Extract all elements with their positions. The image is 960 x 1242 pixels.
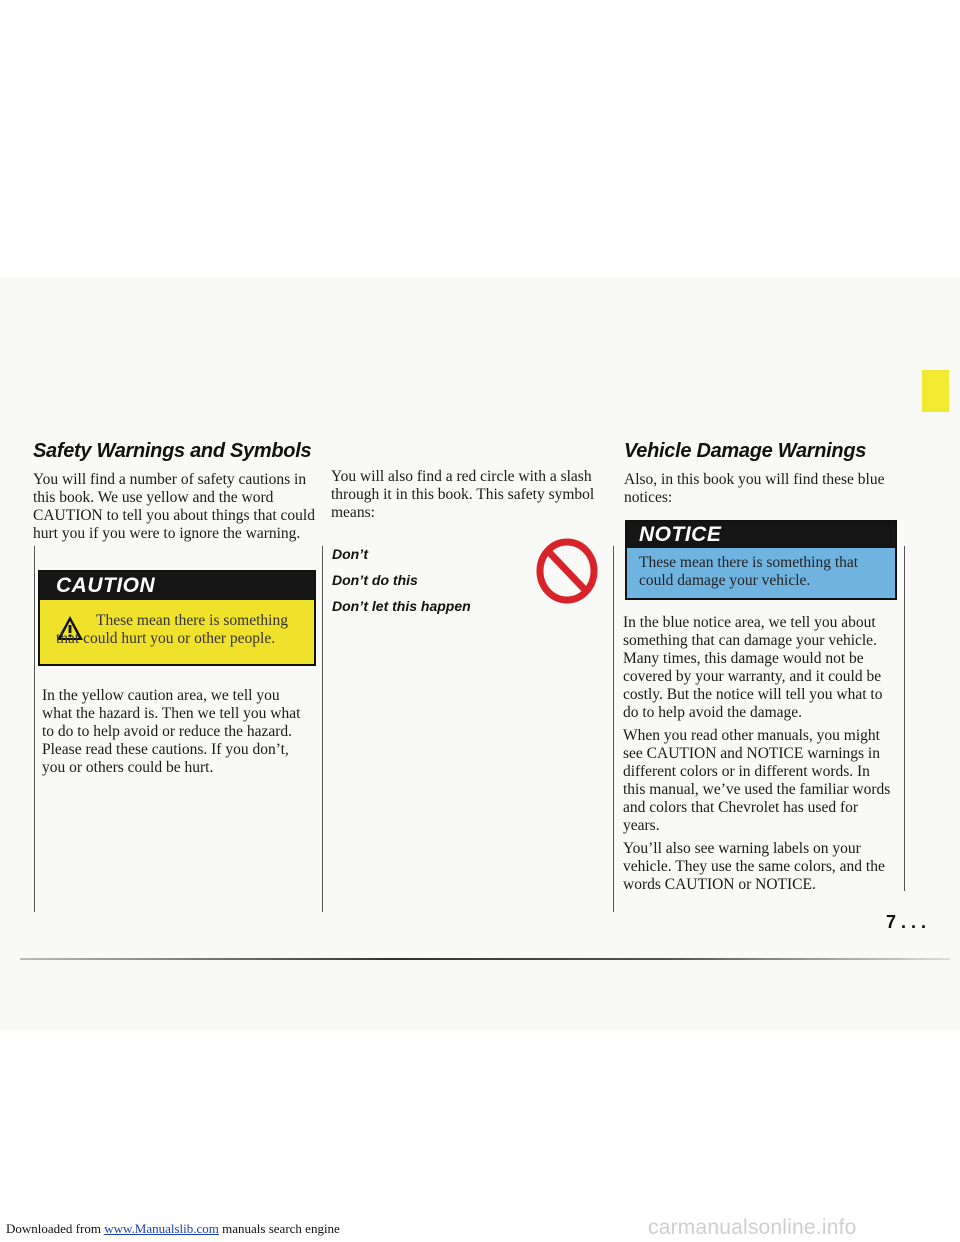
notice-paragraph-1: In the blue notice area, we tell you about something that can damage your vehicle. Many times, this damage would not be covered by your warranty, and it could be costly. But the notice will tell you what to do to help avoid the damage. xyxy=(623,614,883,721)
heading-vehicle-damage: Vehicle Damage Warnings xyxy=(624,440,867,462)
footer-prefix: Downloaded from xyxy=(6,1221,105,1236)
prohibition-circle-icon xyxy=(535,537,599,605)
right-body xyxy=(623,614,895,894)
symbol-intro: You will also find a red circle with a slash through it in this book. This safety symbol means: xyxy=(331,468,595,521)
footer-suffix: manuals search engine xyxy=(218,1221,340,1236)
left-body xyxy=(42,687,312,777)
notice-box xyxy=(625,520,897,600)
column-rule-middle xyxy=(322,546,323,912)
symbol-line-dont: Don’t xyxy=(332,546,369,562)
notice-label: NOTICE xyxy=(627,522,895,548)
heading-safety-warnings: Safety Warnings and Symbols xyxy=(33,440,312,462)
column-rule-right-outer xyxy=(904,546,905,891)
caution-explanation: In the yellow caution area, we tell you what the hazard is. Then we tell you what to do to help avoid or reduce the hazard. Please read these cautions. If you don’t, you or others could be hurt. xyxy=(42,687,301,776)
download-footer xyxy=(6,1221,340,1237)
watermark: carmanualsonline.info xyxy=(648,1216,857,1239)
notice-text: These mean there is something that could damage your vehicle. xyxy=(639,554,859,589)
caution-text: These mean there is something that could hurt you or other people. xyxy=(56,612,288,647)
middle-column xyxy=(331,468,609,522)
caution-box xyxy=(38,570,316,666)
bottom-rule xyxy=(20,958,950,960)
page-number: 7 . . . xyxy=(886,912,927,932)
notice-paragraph-2: When you read other manuals, you might see CAUTION and NOTICE warnings in different colors or in different words. In this manual, we’ve used the familiar words and colors that Chevrolet has used for years. xyxy=(623,727,891,834)
caution-label: CAUTION xyxy=(40,572,314,600)
notice-paragraph-3: You’ll also see warning labels on your vehicle. They use the same colors, and the words CAUTION or NOTICE. xyxy=(623,840,885,893)
safety-intro: You will find a number of safety cautions in this book. We use yellow and the word CAUTION to tell you about things that could hurt you if you were to ignore the warning. xyxy=(33,471,315,542)
right-column xyxy=(624,440,899,507)
column-rule-left xyxy=(34,546,35,912)
section-tab-marker xyxy=(922,370,949,412)
left-column xyxy=(33,440,318,543)
manualslib-link[interactable]: www.Manualslib.com xyxy=(104,1221,219,1236)
notice-intro: Also, in this book you will find these blue notices: xyxy=(624,471,885,506)
column-rule-right xyxy=(613,546,614,912)
symbol-line-dont-do-this: Don’t do this xyxy=(332,572,418,588)
symbol-meanings xyxy=(332,546,512,624)
symbol-line-dont-let-this-happen: Don’t let this happen xyxy=(332,598,471,614)
